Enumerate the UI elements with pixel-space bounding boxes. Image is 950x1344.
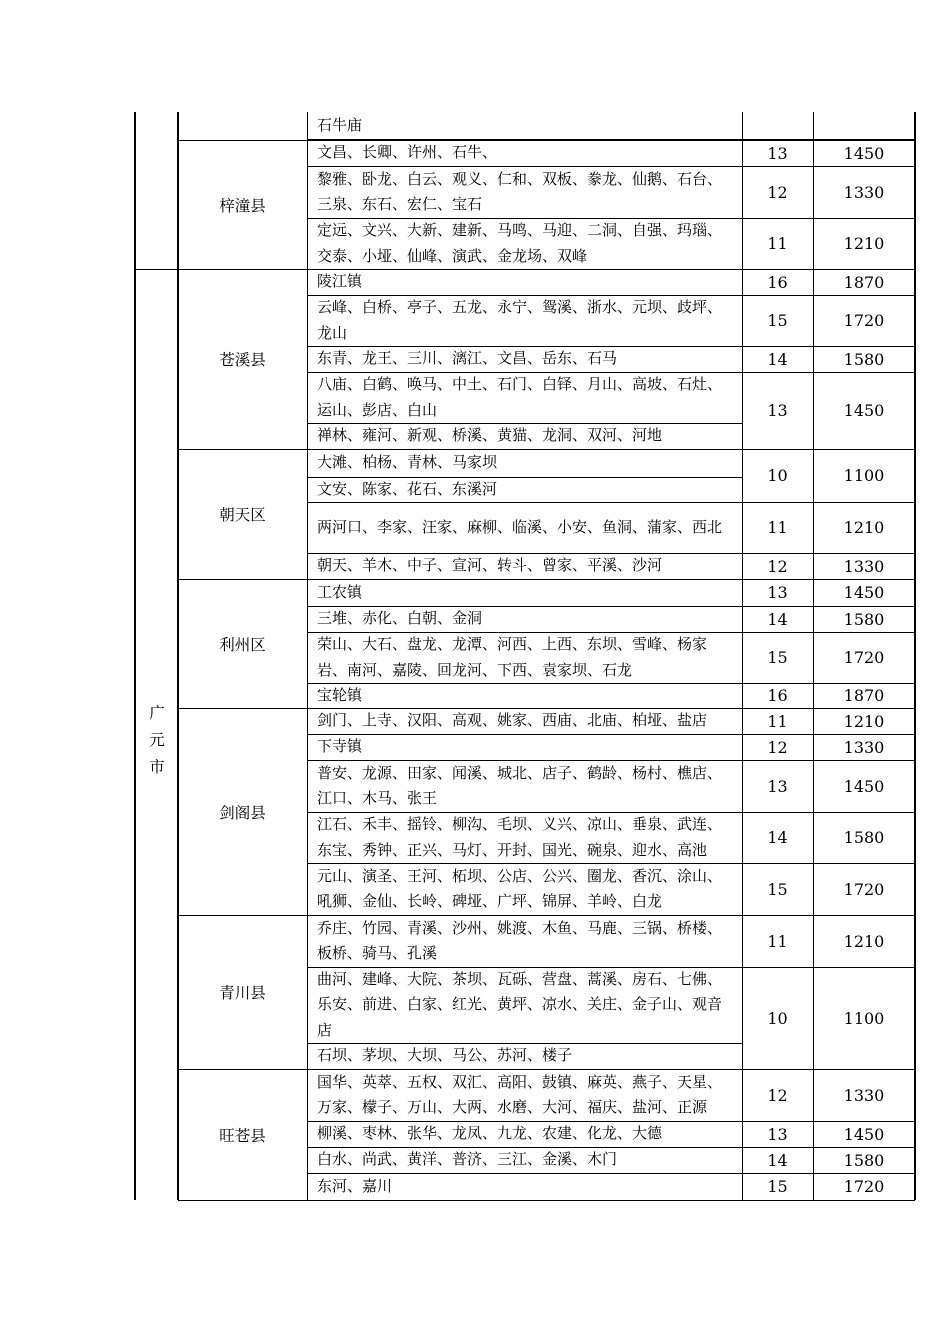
towns-text: 江石、禾丰、摇铃、柳沟、毛坝、义兴、凉山、垂泉、武连、东宝、秀钟、正兴、马灯、开封、国光、碗泉、迎水、高池 bbox=[317, 815, 723, 859]
towns-text: 三堆、赤化、白朝、金洞 bbox=[317, 609, 483, 628]
towns-cell bbox=[307, 372, 742, 423]
city-label-char: 市 bbox=[149, 758, 165, 776]
towns-row-border bbox=[307, 915, 742, 916]
county-cell: 剑阁县 bbox=[219, 803, 266, 822]
county-cell: 梓潼县 bbox=[219, 196, 266, 215]
towns-cell bbox=[307, 734, 742, 760]
towns-text: 两河口、李家、汪家、麻柳、临溪、小安、鱼洞、蒲家、西北 bbox=[317, 517, 723, 536]
number-row-border bbox=[742, 502, 915, 503]
towns-cell bbox=[307, 218, 742, 269]
towns-text: 国华、英萃、五权、双汇、高阳、鼓镇、麻英、燕子、天星、万家、檬子、万山、大两、水磨、大河、福庆、盐河、正源 bbox=[317, 1072, 723, 1116]
towns-text: 元山、演圣、王河、柘坝、公店、公兴、圈龙、香沉、涂山、吼狮、金仙、长岭、碑垭、广坪、锦屏、羊岭、白龙 bbox=[317, 866, 723, 910]
number-row-border bbox=[742, 372, 915, 373]
allowance-cell: 1580 bbox=[843, 1150, 885, 1170]
towns-row-border bbox=[307, 346, 742, 347]
towns-text: 文安、陈家、花石、东溪河 bbox=[317, 479, 498, 498]
level-cell: 13 bbox=[767, 583, 788, 602]
towns-row-border bbox=[307, 734, 742, 735]
number-row-border bbox=[742, 967, 915, 968]
number-row-border bbox=[742, 346, 915, 347]
county-row-border bbox=[178, 579, 307, 580]
allowance-cell: 1330 bbox=[843, 1085, 885, 1105]
allowance-cell: 1330 bbox=[843, 737, 885, 757]
allowance-cell: 1450 bbox=[843, 401, 885, 420]
number-row-border bbox=[742, 1173, 915, 1174]
county-row-border bbox=[178, 140, 307, 141]
level-cell: 15 bbox=[767, 879, 788, 899]
towns-text: 文昌、长卿、许州、石牛、 bbox=[317, 143, 498, 162]
level-cell: 11 bbox=[767, 711, 788, 731]
towns-cell bbox=[307, 683, 742, 708]
level-cell: 11 bbox=[767, 931, 788, 951]
towns-text: 柳溪、枣林、张华、龙凤、九龙、农建、化龙、大德 bbox=[317, 1124, 663, 1143]
towns-cell bbox=[307, 1043, 742, 1069]
towns-text: 禅林、雍河、新观、桥溪、黄猫、龙洞、双河、河地 bbox=[317, 426, 663, 445]
towns-cell bbox=[307, 863, 742, 915]
table-left-border bbox=[134, 112, 136, 1200]
level-cell: 10 bbox=[767, 1008, 788, 1028]
number-row-border bbox=[742, 218, 915, 219]
allowance-cell: 1720 bbox=[843, 648, 885, 667]
level-cell: 14 bbox=[767, 828, 788, 847]
towns-row-border bbox=[307, 218, 742, 219]
towns-row-border bbox=[307, 1069, 742, 1070]
county-row-border bbox=[178, 1200, 307, 1201]
towns-row-border bbox=[307, 1173, 742, 1174]
towns-text: 大滩、柏杨、青林、马家坝 bbox=[317, 453, 498, 472]
level-cell: 15 bbox=[767, 311, 788, 330]
allowance-cell: 1330 bbox=[843, 556, 885, 576]
towns-text: 朝天、羊木、中子、宣河、转斗、曾家、平溪、沙河 bbox=[317, 556, 663, 575]
level-cell bbox=[742, 112, 813, 140]
towns-cell bbox=[307, 553, 742, 579]
towns-cell bbox=[307, 760, 742, 812]
towns-text: 石坝、茅坝、大坝、马公、苏河、楼子 bbox=[317, 1046, 573, 1065]
level-cell: 11 bbox=[767, 234, 788, 253]
towns-row-border bbox=[307, 1200, 742, 1201]
county-cell: 旺苍县 bbox=[219, 1126, 266, 1145]
number-row-border bbox=[742, 863, 915, 864]
towns-row-border bbox=[307, 553, 742, 554]
towns-row-border bbox=[307, 1043, 742, 1044]
city-row-border bbox=[136, 269, 178, 270]
level-column-border bbox=[813, 112, 814, 1200]
towns-text: 东青、龙王、三川、漓江、文昌、岳东、石马 bbox=[317, 349, 618, 368]
level-cell: 12 bbox=[767, 1085, 788, 1105]
level-cell: 16 bbox=[767, 686, 788, 705]
number-row-border bbox=[742, 579, 915, 580]
allowance-cell: 1210 bbox=[843, 931, 885, 951]
county-cell: 苍溪县 bbox=[219, 351, 266, 369]
towns-row-border bbox=[307, 449, 742, 450]
allowance-cell: 1450 bbox=[843, 143, 885, 163]
towns-cell bbox=[307, 423, 742, 449]
allowance-cell: 1580 bbox=[843, 349, 885, 369]
towns-row-border bbox=[307, 863, 742, 864]
level-cell: 12 bbox=[767, 556, 788, 576]
towns-cell bbox=[307, 632, 742, 683]
towns-cell bbox=[307, 1121, 742, 1147]
towns-text: 石牛庙 bbox=[317, 116, 363, 135]
allowance-cell: 1210 bbox=[843, 711, 885, 731]
level-cell: 14 bbox=[767, 1150, 788, 1170]
towns-text: 黎雅、卧龙、白云、观义、仁和、双板、豢龙、仙鹅、石台、三泉、东石、宏仁、宝石 bbox=[317, 169, 723, 213]
level-cell: 11 bbox=[767, 518, 788, 537]
towns-row-border bbox=[307, 166, 742, 167]
towns-row-border bbox=[307, 423, 742, 424]
towns-cell bbox=[307, 579, 742, 606]
towns-cell bbox=[307, 967, 742, 1043]
county-row-border bbox=[178, 708, 307, 709]
number-row-border bbox=[742, 632, 915, 633]
city-column-border bbox=[177, 112, 179, 1200]
allowance-cell: 1450 bbox=[843, 776, 885, 796]
number-row-border bbox=[742, 760, 915, 761]
number-row-border bbox=[742, 683, 915, 684]
towns-cell bbox=[307, 708, 742, 734]
county-column-border bbox=[307, 112, 308, 1200]
number-row-border bbox=[742, 1147, 915, 1148]
level-cell: 14 bbox=[767, 609, 788, 629]
towns-row-border bbox=[307, 1147, 742, 1148]
towns-text: 下寺镇 bbox=[317, 737, 363, 756]
number-row-border bbox=[742, 1069, 915, 1070]
number-row-border bbox=[742, 734, 915, 735]
allowance-cell: 1210 bbox=[843, 234, 885, 253]
towns-row-border bbox=[307, 579, 742, 580]
towns-row-border bbox=[307, 502, 742, 503]
level-cell: 15 bbox=[767, 648, 788, 667]
towns-cell bbox=[307, 295, 742, 346]
number-row-border bbox=[742, 708, 915, 709]
level-cell: 16 bbox=[767, 272, 788, 292]
county-cell: 青川县 bbox=[219, 984, 266, 1002]
towns-row-border bbox=[307, 1121, 742, 1122]
towns-text: 曲河、建峰、大院、茶坝、瓦砾、营盘、蒿溪、房石、七佛、乐安、前进、白家、红光、黄坪、凉水、关庄、金子山、观音店 bbox=[317, 969, 723, 1039]
level-cell: 12 bbox=[767, 737, 788, 757]
number-row-border bbox=[742, 1121, 915, 1122]
allowance-cell: 1720 bbox=[843, 1177, 885, 1196]
level-cell: 14 bbox=[767, 349, 788, 369]
county-row-border bbox=[178, 449, 307, 450]
allowance-cell: 1720 bbox=[843, 311, 885, 330]
county-cell bbox=[178, 112, 307, 140]
towns-cell bbox=[307, 449, 742, 477]
city-label bbox=[136, 700, 178, 781]
towns-cell bbox=[307, 112, 742, 140]
county-row-border bbox=[178, 1069, 307, 1070]
county-cell: 利州区 bbox=[219, 635, 266, 654]
towns-cell bbox=[307, 915, 742, 967]
towns-cell bbox=[307, 812, 742, 863]
allowance-cell bbox=[813, 112, 915, 140]
towns-text: 定远、文兴、大新、建新、马鸣、马迎、二洞、自强、玛瑙、交泰、小垭、仙峰、演武、金龙场、双峰 bbox=[317, 221, 723, 265]
level-cell: 15 bbox=[767, 1177, 788, 1196]
number-row-border bbox=[742, 166, 915, 167]
towns-cell bbox=[307, 1173, 742, 1200]
level-cell: 13 bbox=[767, 143, 788, 163]
allowance-cell: 1450 bbox=[843, 1124, 885, 1144]
towns-text: 陵江镇 bbox=[317, 272, 363, 291]
towns-row-border bbox=[307, 967, 742, 968]
towns-row-border bbox=[307, 372, 742, 373]
towns-text: 白水、尚武、黄洋、普济、三江、金溪、木门 bbox=[317, 1150, 618, 1169]
towns-row-border bbox=[307, 477, 742, 478]
towns-text: 工农镇 bbox=[317, 582, 363, 601]
county-row-border bbox=[178, 915, 307, 916]
allowance-cell: 1580 bbox=[843, 609, 885, 629]
allowance-cell: 1330 bbox=[843, 182, 885, 202]
allowance-cell: 1580 bbox=[843, 828, 885, 847]
towns-row-border bbox=[307, 812, 742, 813]
number-row-border bbox=[742, 606, 915, 607]
level-cell: 13 bbox=[767, 401, 788, 420]
towns-text: 宝轮镇 bbox=[317, 685, 363, 704]
towns-row-border bbox=[307, 708, 742, 709]
towns-row-border bbox=[307, 760, 742, 761]
number-row-border bbox=[742, 449, 915, 450]
allowance-cell: 1720 bbox=[843, 879, 885, 899]
allowance-cell: 1450 bbox=[843, 583, 885, 602]
towns-cell bbox=[307, 606, 742, 632]
towns-cell bbox=[307, 140, 742, 166]
towns-text: 八庙、白鹤、唤马、中土、石门、白铎、月山、高坡、石灶、运山、彭店、白山 bbox=[317, 375, 723, 419]
county-row-border bbox=[178, 269, 307, 270]
number-row-border bbox=[742, 1200, 915, 1201]
allowance-cell: 1870 bbox=[843, 272, 885, 292]
towns-row-border bbox=[307, 606, 742, 607]
towns-cell bbox=[307, 477, 742, 502]
number-row-border bbox=[742, 915, 915, 916]
towns-cell bbox=[307, 166, 742, 218]
towns-row-border bbox=[307, 269, 742, 270]
towns-cell bbox=[307, 1069, 742, 1121]
towns-row-border bbox=[307, 632, 742, 633]
number-row-border bbox=[742, 812, 915, 813]
towns-column-border bbox=[742, 112, 743, 1200]
city-label-char: 广 bbox=[149, 704, 165, 722]
towns-text: 乔庄、竹园、青溪、沙州、姚渡、木鱼、马鹿、三锅、桥楼、板桥、骑马、孔溪 bbox=[317, 918, 723, 962]
level-cell: 12 bbox=[767, 182, 788, 202]
allowance-cell: 1210 bbox=[843, 518, 885, 537]
towns-text: 荣山、大石、盘龙、龙潭、河西、上西、东坝、雪峰、杨家岩、南河、嘉陵、回龙河、下西、袁家坝、石龙 bbox=[317, 635, 708, 679]
level-cell: 10 bbox=[767, 466, 788, 485]
number-row-border bbox=[742, 553, 915, 554]
number-row-border bbox=[742, 269, 915, 270]
table-right-border bbox=[914, 112, 916, 1200]
towns-cell bbox=[307, 502, 742, 553]
towns-cell bbox=[307, 346, 742, 372]
number-row-border bbox=[742, 295, 915, 296]
allowance-cell: 1100 bbox=[843, 1008, 885, 1028]
towns-row-border bbox=[307, 295, 742, 296]
city-label-char: 元 bbox=[149, 731, 165, 749]
allowance-cell: 1870 bbox=[843, 686, 885, 705]
towns-cell bbox=[307, 269, 742, 295]
towns-cell bbox=[307, 1147, 742, 1173]
towns-text: 云峰、白桥、亭子、五龙、永宁、鸳溪、浙水、元坝、歧坪、龙山 bbox=[317, 298, 723, 342]
towns-text: 剑门、上寺、汉阳、高观、姚家、西庙、北庙、柏垭、盐店 bbox=[317, 711, 708, 730]
level-cell: 13 bbox=[767, 1124, 788, 1144]
level-cell: 13 bbox=[767, 776, 788, 796]
continuation-border bbox=[307, 139, 916, 141]
towns-text: 普安、龙源、田家、闻溪、城北、店子、鹤龄、杨村、樵店、江口、木马、张王 bbox=[317, 763, 723, 807]
county-cell: 朝天区 bbox=[219, 506, 266, 524]
allowance-cell: 1100 bbox=[843, 466, 885, 485]
towns-row-border bbox=[307, 683, 742, 684]
towns-text: 东河、嘉川 bbox=[317, 1176, 393, 1195]
